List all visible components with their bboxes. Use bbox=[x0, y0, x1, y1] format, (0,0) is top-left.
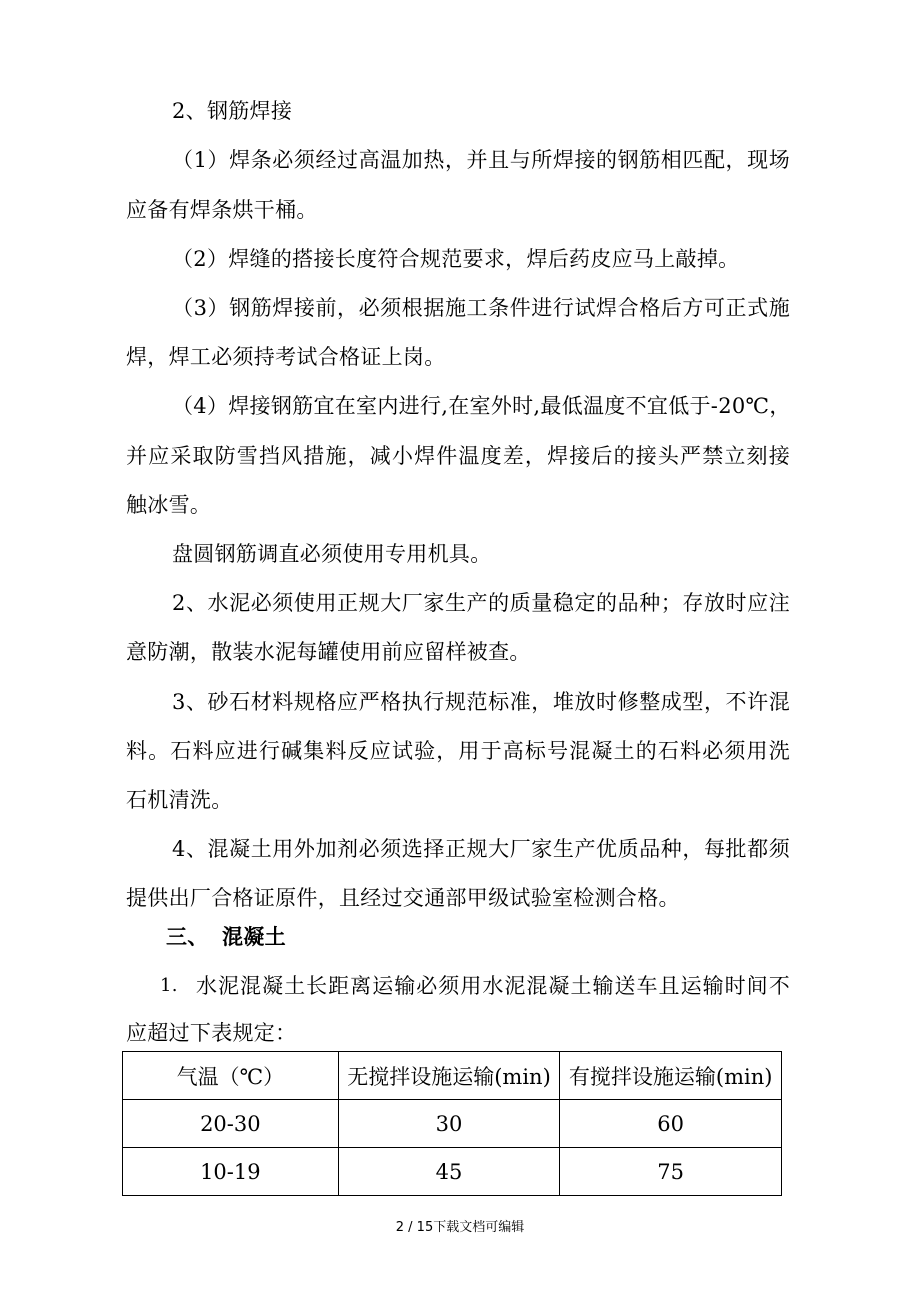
table-cell: 30 bbox=[338, 1100, 560, 1148]
paragraph-line: 提供出厂合格证原件，且经过交通部甲级试验室检测合格。 bbox=[126, 886, 680, 910]
section-title: 混凝土 bbox=[222, 924, 286, 949]
paragraph-line: 触冰雪。 bbox=[126, 493, 212, 517]
paragraph-line: 石机清洗。 bbox=[126, 788, 233, 812]
heading-steel-welding: 2、钢筋焊接 bbox=[172, 99, 293, 123]
paragraph-line: 焊，焊工必须持考试合格证上岗。 bbox=[126, 345, 446, 369]
table-cell: 45 bbox=[338, 1148, 560, 1196]
section-number: 三、 bbox=[166, 924, 209, 949]
item-number: 1. bbox=[160, 975, 178, 996]
paragraph-line: 应备有焊条烘干桶。 bbox=[126, 198, 318, 222]
table-header-cell: 气温（℃） bbox=[123, 1052, 339, 1100]
paragraph-line: （4）焊接钢筋宜在室内进行,在室外时,最低温度不宜低于-20℃， bbox=[172, 394, 791, 418]
paragraph-line: 并应采取防雪挡风措施，减小焊件温度差，焊接后的接头严禁立刻接 bbox=[126, 444, 790, 468]
table-header-cell: 有搅拌设施运输(min) bbox=[560, 1052, 782, 1100]
table-header-cell: 无搅拌设施运输(min) bbox=[338, 1052, 560, 1100]
table-cell: 75 bbox=[560, 1148, 782, 1196]
page-footer: 2 / 15下载文档可编辑 bbox=[395, 1220, 525, 1235]
paragraph-line: 应超过下表规定： bbox=[126, 1021, 297, 1045]
paragraph-line: 3、砂石材料规格应严格执行规范标准，堆放时修整成型，不许混 bbox=[172, 690, 790, 714]
table-cell: 20-30 bbox=[123, 1100, 339, 1148]
table-row bbox=[123, 1148, 782, 1196]
paragraph-line: 4、混凝土用外加剂必须选择正规大厂家生产优质品种，每批都须 bbox=[172, 837, 790, 861]
paragraph-line: 料。石料应进行碱集料反应试验，用于高标号混凝土的石料必须用洗 bbox=[126, 739, 790, 763]
paragraph-line: 意防潮，散装水泥每罐使用前应留样被查。 bbox=[126, 640, 531, 664]
paragraph-line: （1）焊条必须经过高温加热，并且与所焊接的钢筋相匹配，现场 bbox=[172, 148, 790, 172]
table-row bbox=[123, 1100, 782, 1148]
transport-time-table bbox=[122, 1051, 782, 1196]
paragraph-line: 盘圆钢筋调直必须使用专用机具。 bbox=[172, 542, 492, 566]
table-header-row bbox=[123, 1052, 782, 1100]
paragraph-line: （2）焊缝的搭接长度符合规范要求，焊后药皮应马上敲掉。 bbox=[172, 247, 740, 271]
paragraph-line: 水泥混凝土长距离运输必须用水泥混凝土输送车且运输时间不 bbox=[196, 974, 790, 998]
paragraph-line: （3）钢筋焊接前，必须根据施工条件进行试焊合格后方可正式施 bbox=[172, 296, 790, 320]
table-cell: 10-19 bbox=[123, 1148, 339, 1196]
paragraph-line: 2、水泥必须使用正规大厂家生产的质量稳定的品种；存放时应注 bbox=[172, 591, 790, 615]
table-cell: 60 bbox=[560, 1100, 782, 1148]
